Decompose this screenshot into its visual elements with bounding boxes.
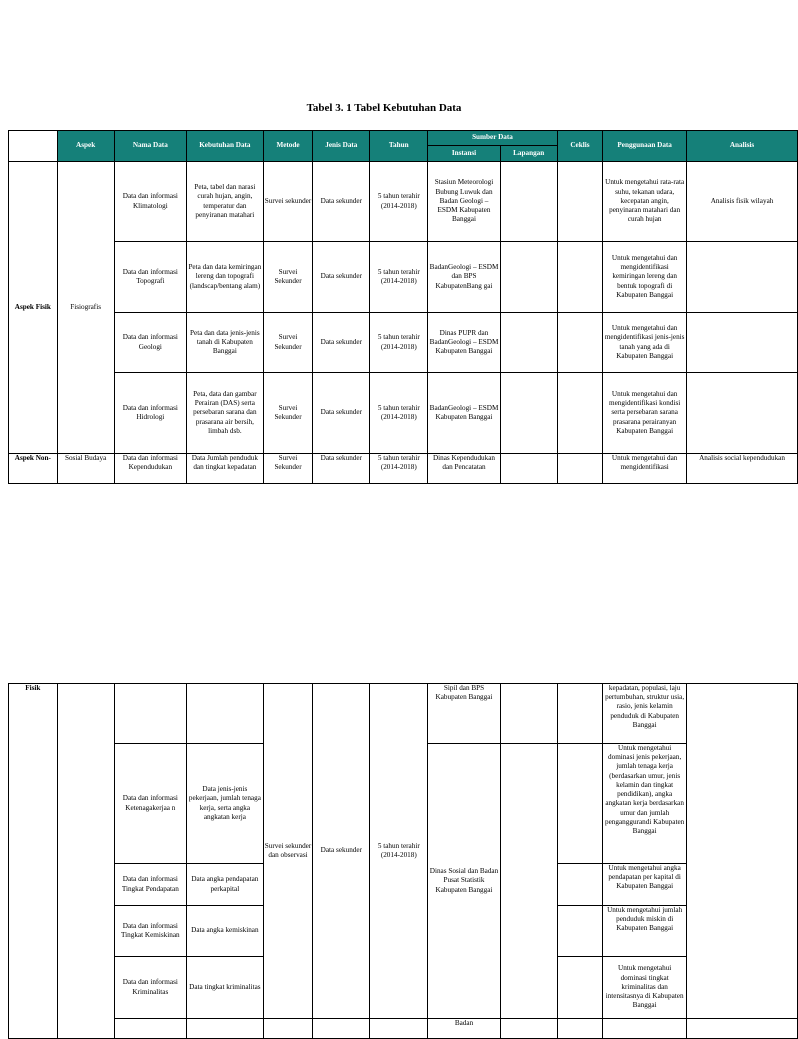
kebutuhan-data-cell: Data angka pendapatan perkapital <box>187 864 264 906</box>
header-tahun: Tahun <box>370 131 428 162</box>
metode-cell <box>263 1019 313 1039</box>
penggunaan-cell: Untuk mengetahui dominasi jenis pekerjaan, jumlah tenaga kerja (berdasarkan umur, jenis kelamin dan tingkat pendidikan), angka angkatan kerja berdasarkan umur dan jumlah penganggurandi Kabupaten Banggai <box>603 744 687 864</box>
lapangan-cell <box>500 242 557 313</box>
analisis-cell <box>687 313 798 373</box>
instansi-cell: Stasiun Meteorologi Bubung Luwuk dan Badan Geologi – ESDM Kabupaten Banggai <box>428 162 500 242</box>
jenis-data-cell: Data sekunder <box>313 242 370 313</box>
jenis-data-cell: Data sekunder <box>313 373 370 454</box>
table-row <box>9 454 798 484</box>
aspek-sub-cont-cell <box>57 684 114 1039</box>
kebutuhan-data-cell: Data jenis-jenis pekerjaan, jumlah tenaga kerja, serta angka angkatan kerja <box>187 744 264 864</box>
nama-data-cell: Data dan informasi Kriminalitas <box>114 957 186 1019</box>
header-penggunaan-data: Penggunaan Data <box>603 131 687 162</box>
penggunaan-cell: Untuk mengetahui dan mengidentifikasi kondisi serta persebaran sarana prasarana perairanyan Kabupaten Banggai <box>603 373 687 454</box>
instansi-cell: Dinas Sosial dan Badan Pusat Statistik Kabupaten Banggai <box>428 744 500 1019</box>
aspek-fisik-cont-cell: Fisik <box>9 684 58 1039</box>
nama-data-cell: Data dan informasi Kependudukan <box>114 454 186 484</box>
kebutuhan-data-cell: Peta dan data jenis-jenis tanah di Kabupaten Banggai <box>187 313 264 373</box>
nama-data-cell: Data dan informasi Geologi <box>114 313 186 373</box>
instansi-cell: BadanGeologi – ESDM dan BPS KabupatenBang gai <box>428 242 500 313</box>
metode-cell: Survei sekunder <box>263 162 313 242</box>
ceklis-cell <box>557 744 603 864</box>
metode-cell: Survei sekunder dan observasi <box>263 684 313 1019</box>
kebutuhan-data-cell: Peta, tabel dan narasi curah hujan, angin, temperatur dan penyiranan matahari <box>187 162 264 242</box>
table-title: Tabel 3. 1 Tabel Kebutuhan Data <box>306 102 462 114</box>
tahun-cell: 5 tahun terahir (2014-2018) <box>370 454 428 484</box>
analisis-cell <box>687 242 798 313</box>
analisis-cell <box>687 684 798 1019</box>
header-analisis: Analisis <box>687 131 798 162</box>
tahun-cell: 5 tahun terahir (2014-2018) <box>370 242 428 313</box>
ceklis-cell <box>557 957 603 1019</box>
kebutuhan-data-cell: Data tingkat kriminalitas <box>187 957 264 1019</box>
analisis-cell <box>687 1019 798 1039</box>
ceklis-cell <box>557 162 603 242</box>
jenis-data-cell: Data sekunder <box>313 313 370 373</box>
instansi-cell: Sipil dan BPS Kabupaten Banggai <box>428 684 500 744</box>
penggunaan-cell: Untuk mengetahui angka pendapatan per kapital di Kabupaten Banggai <box>603 864 687 906</box>
penggunaan-cell: Untuk mengetahui dan mengidentifikasi jenis-jenis tanah yang ada di Kabupaten Banggai <box>603 313 687 373</box>
header-kebutuhan-data: Kebutuhan Data <box>187 131 264 162</box>
header-aspek: Aspek <box>57 131 114 162</box>
header-jenis-data: Jenis Data <box>313 131 370 162</box>
ceklis-cell <box>557 242 603 313</box>
jenis-data-cell <box>313 1019 370 1039</box>
jenis-data-cell: Data sekunder <box>313 162 370 242</box>
lapangan-cell <box>500 1019 557 1039</box>
aspek-non-fisik-cell: Aspek Non- <box>9 454 58 484</box>
kebutuhan-data-cell: Data Jumlah penduduk dan tingkat kepadatan <box>187 454 264 484</box>
nama-data-cell: Data dan informasi Klimatologi <box>114 162 186 242</box>
metode-cell: Survei Sekunder <box>263 242 313 313</box>
metode-cell: Survei Sekunder <box>263 313 313 373</box>
penggunaan-cell: Untuk mengetahui dominasi tingkat kriminalitas dan intensitasnya di Kabupaten Banggai <box>603 957 687 1019</box>
analisis-cell <box>687 373 798 454</box>
header-lapangan: Lapangan <box>500 146 557 162</box>
tahun-cell <box>370 1019 428 1039</box>
penggunaan-cell: Untuk mengetahui rata-rata suhu, tekanan udara, kecepatan angin, penyinaran matahari dan curah hujan <box>603 162 687 242</box>
table-row <box>9 313 798 373</box>
header-sumber-data: Sumber Data <box>428 131 557 146</box>
penggunaan-cell: Untuk mengetahui dan mengidentifikasi <box>603 454 687 484</box>
ceklis-cell <box>557 864 603 906</box>
ceklis-cell <box>557 906 603 957</box>
lapangan-cell <box>500 162 557 242</box>
jenis-data-cell: Data sekunder <box>313 684 370 1019</box>
ceklis-cell <box>557 373 603 454</box>
kebutuhan-data-cell: Data angka kemiskinan <box>187 906 264 957</box>
header-ceklis: Ceklis <box>557 131 603 162</box>
header-row <box>9 131 798 146</box>
header-metode: Metode <box>263 131 313 162</box>
ceklis-cell <box>557 454 603 484</box>
sosial-budaya-cell: Sosial Budaya <box>57 454 114 484</box>
kebutuhan-data-cell <box>187 1019 264 1039</box>
lapangan-cell <box>500 313 557 373</box>
tahun-cell: 5 tahun terahir (2014-2018) <box>370 313 428 373</box>
nama-data-cell: Data dan informasi Ketenagakerjaa n <box>114 744 186 864</box>
analisis-cell: Analisis social kependudukan <box>687 454 798 484</box>
instansi-cell: Dinas PUPR dan BadanGeologi – ESDM Kabupaten Banggai <box>428 313 500 373</box>
nama-data-cell <box>114 684 186 744</box>
nama-data-cell: Data dan informasi Tingkat Kemiskinan <box>114 906 186 957</box>
lapangan-cell <box>500 454 557 484</box>
instansi-cell: BadanGeologi – ESDM Kabupaten Banggai <box>428 373 500 454</box>
kebutuhan-data-cell: Peta, data dan gambar Perairan (DAS) serta persebaran sarana dan prasarana air bersih, limbah dsb. <box>187 373 264 454</box>
instansi-cell: Badan <box>428 1019 500 1039</box>
ceklis-cell <box>557 1019 603 1039</box>
lapangan-cell <box>500 373 557 454</box>
tahun-cell: 5 tahun terahir (2014-2018) <box>370 684 428 1019</box>
header-instansi: Instansi <box>428 146 500 162</box>
nama-data-cell: Data dan informasi Topografi <box>114 242 186 313</box>
lapangan-cell <box>500 744 557 1019</box>
aspek-fisik-cell: Aspek Fisik <box>9 162 58 454</box>
kebutuhan-data-cell: Peta dan data kemiringan lereng dan topografi (landscap/bentang alam) <box>187 242 264 313</box>
penggunaan-cell: Untuk mengetahui jumlah penduduk miskin di Kabupaten Banggai <box>603 906 687 957</box>
kebutuhan-data-cell <box>187 684 264 744</box>
ceklis-cell <box>557 313 603 373</box>
penggunaan-cell: kepadatan, populasi, laju pertumbuhan, struktur usia, rasio, jenis kelamin penduduk di Kabupaten Banggai <box>603 684 687 744</box>
table-row <box>9 242 798 313</box>
header-nama-data: Nama Data <box>114 131 186 162</box>
nama-data-cell: Data dan informasi Tingkat Pendapatan <box>114 864 186 906</box>
nama-data-cell <box>114 1019 186 1039</box>
lapangan-cell <box>500 684 557 744</box>
tahun-cell: 5 tahun terahir (2014-2018) <box>370 373 428 454</box>
penggunaan-cell <box>603 1019 687 1039</box>
analisis-cell: Analisis fisik wilayah <box>687 162 798 242</box>
penggunaan-cell: Untuk mengetahui dan mengidentifikasi kemiringan lereng dan bentuk topografi di Kabupaten Banggai <box>603 242 687 313</box>
table-row <box>9 373 798 454</box>
tahun-cell: 5 tahun terahir (2014-2018) <box>370 162 428 242</box>
fisiografis-cell: Fisiografis <box>57 162 114 454</box>
jenis-data-cell: Data sekunder <box>313 454 370 484</box>
table-row <box>9 684 798 744</box>
metode-cell: Survei Sekunder <box>263 373 313 454</box>
data-needs-table-page2 <box>8 683 798 1039</box>
metode-cell: Survei Sekunder <box>263 454 313 484</box>
table-row <box>9 162 798 242</box>
ceklis-cell <box>557 684 603 744</box>
data-needs-table-page1 <box>8 130 798 484</box>
nama-data-cell: Data dan informasi Hidrologi <box>114 373 186 454</box>
instansi-cell: Dinas Kependudukan dan Pencatatan <box>428 454 500 484</box>
header-blank <box>9 131 58 162</box>
table-row <box>9 1019 798 1039</box>
